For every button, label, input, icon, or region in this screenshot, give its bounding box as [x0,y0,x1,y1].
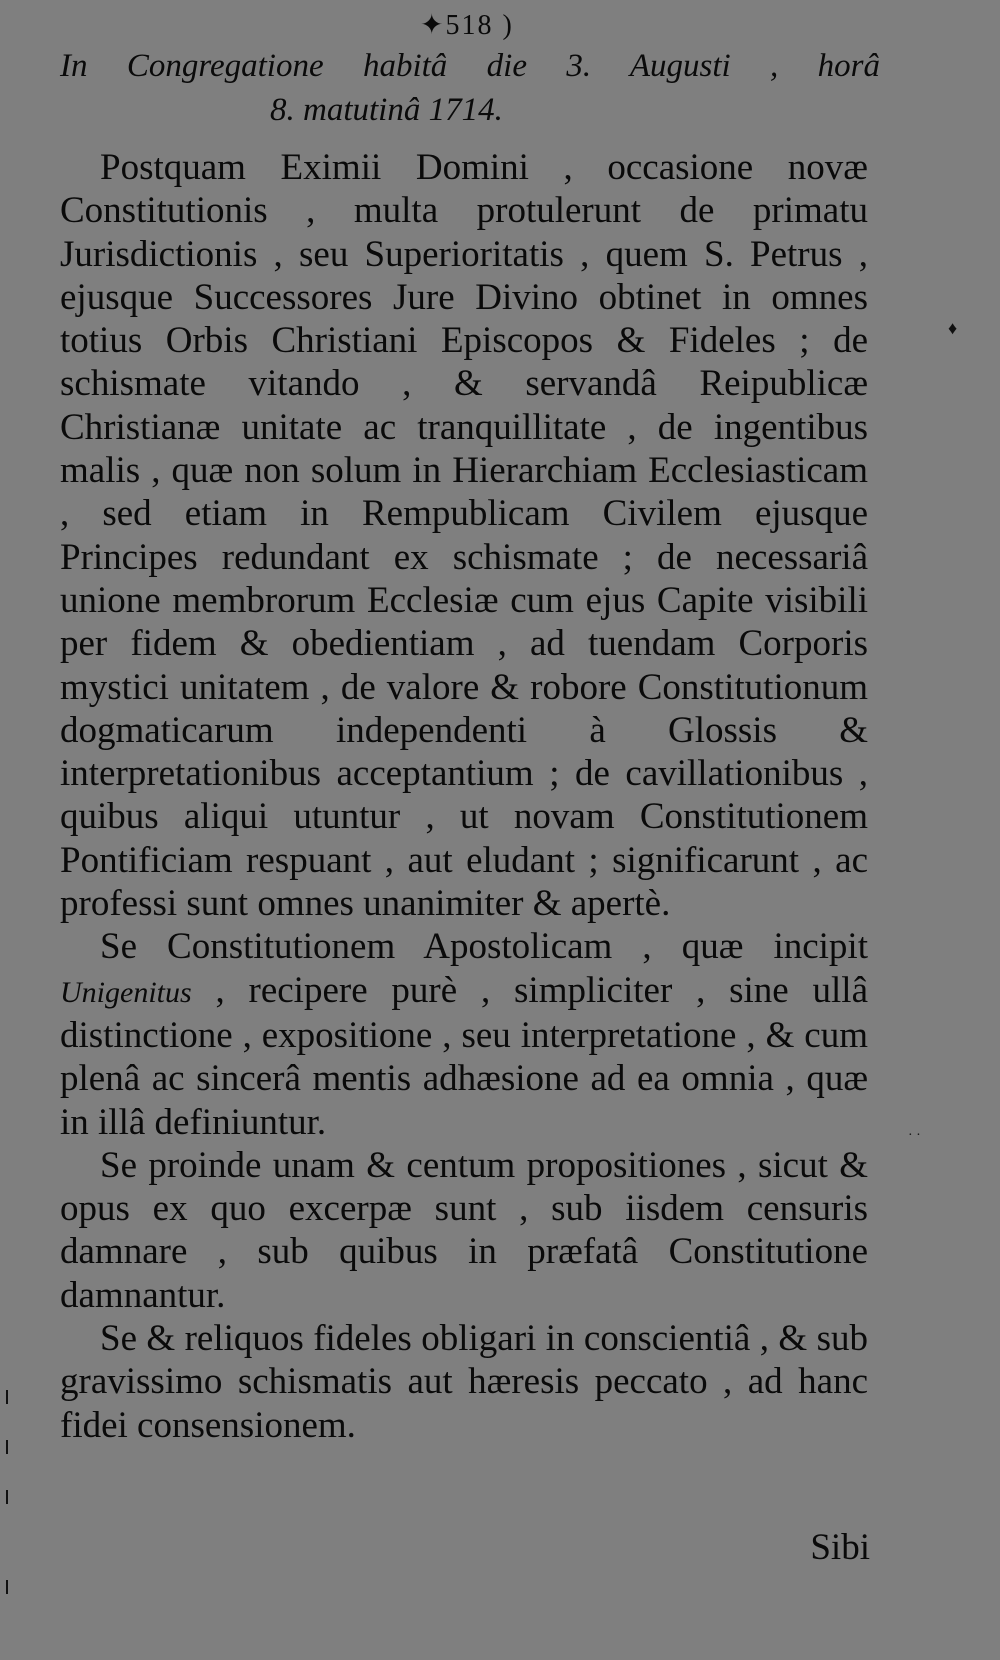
margin-tick-mark [6,1490,8,1504]
ink-speck-mark: ♦ [948,318,958,338]
catchword: Sibi [810,1527,870,1568]
body-text [60,146,868,1447]
paragraph-2-start: Se Constitutionem Apostolicam , quæ incipit [100,926,868,968]
heading-line-2: 8. matutinâ 1714. [270,92,503,128]
paragraph-3: Se proinde unam & centum propositiones , sicut & opus ex quo excerpæ sunt , sub iisdem censuris damnare , sub quibus in præfatâ Constitutione damnantur. [60,1144,868,1316]
ink-speck-mark: · · [908,1128,921,1143]
margin-tick-mark [6,1390,8,1404]
margin-tick-mark [6,1440,8,1454]
paragraph-2-end: , recipere purè , simpliciter , sine ullâ distinctione , expositione , seu interpretatione , & cum plenâ ac sincerâ mentis adhæsione ad ea omnia , quæ in illâ definiuntur. [60,969,868,1143]
paragraph-4: Se & reliquos fideles obligari in conscientiâ , & sub gravissimo schismatis aut hæresis peccato , ad hanc fidei consensionem. [60,1318,868,1446]
bull-title: Unigenitus [60,975,192,1009]
section-heading [60,44,880,132]
margin-tick-mark [6,1580,8,1594]
page-number: ✦518 ) [420,10,514,41]
page-number-value: 518 [445,10,494,41]
paragraph-2 [60,925,868,1143]
heading-line-1: In Congregatione habitâ die 3. Augusti , horâ [60,48,880,84]
page-number-ornament: ✦ [420,10,446,41]
paragraph-1: Postquam Eximii Domini , occasione novæ Constitutionis , multa protulerunt de primatu Jurisdictionis , seu Superioritatis , quem S. Petrus , ejusque Successores Jure Divino obtinet in omnes totius Orbis Christiani Episcopos & Fideles ; de schismate vitando , & servandâ Reipublicæ Christianæ unitate ac tranquillitate , de ingentibus malis , quæ non solum in Hierarchiam Ecclesiasticam , sed etiam in Rempublicam Civilem ejusque Principes redundant ex schismate ; de necessariâ unione membrorum Ecclesiæ cum ejus Capite visibili per fidem & obedientiam , ad tuendam Corporis mystici unitatem , de valore & robore Constitutionum dogmaticarum independenti à Glossis & interpretationibus acceptantium ; de cavillationibus , quibus aliqui utuntur , ut novam Constitutionem Pontificiam respuant , aut eludant ; significarunt , ac professi sunt omnes unanimiter & apertè. [60,147,868,925]
